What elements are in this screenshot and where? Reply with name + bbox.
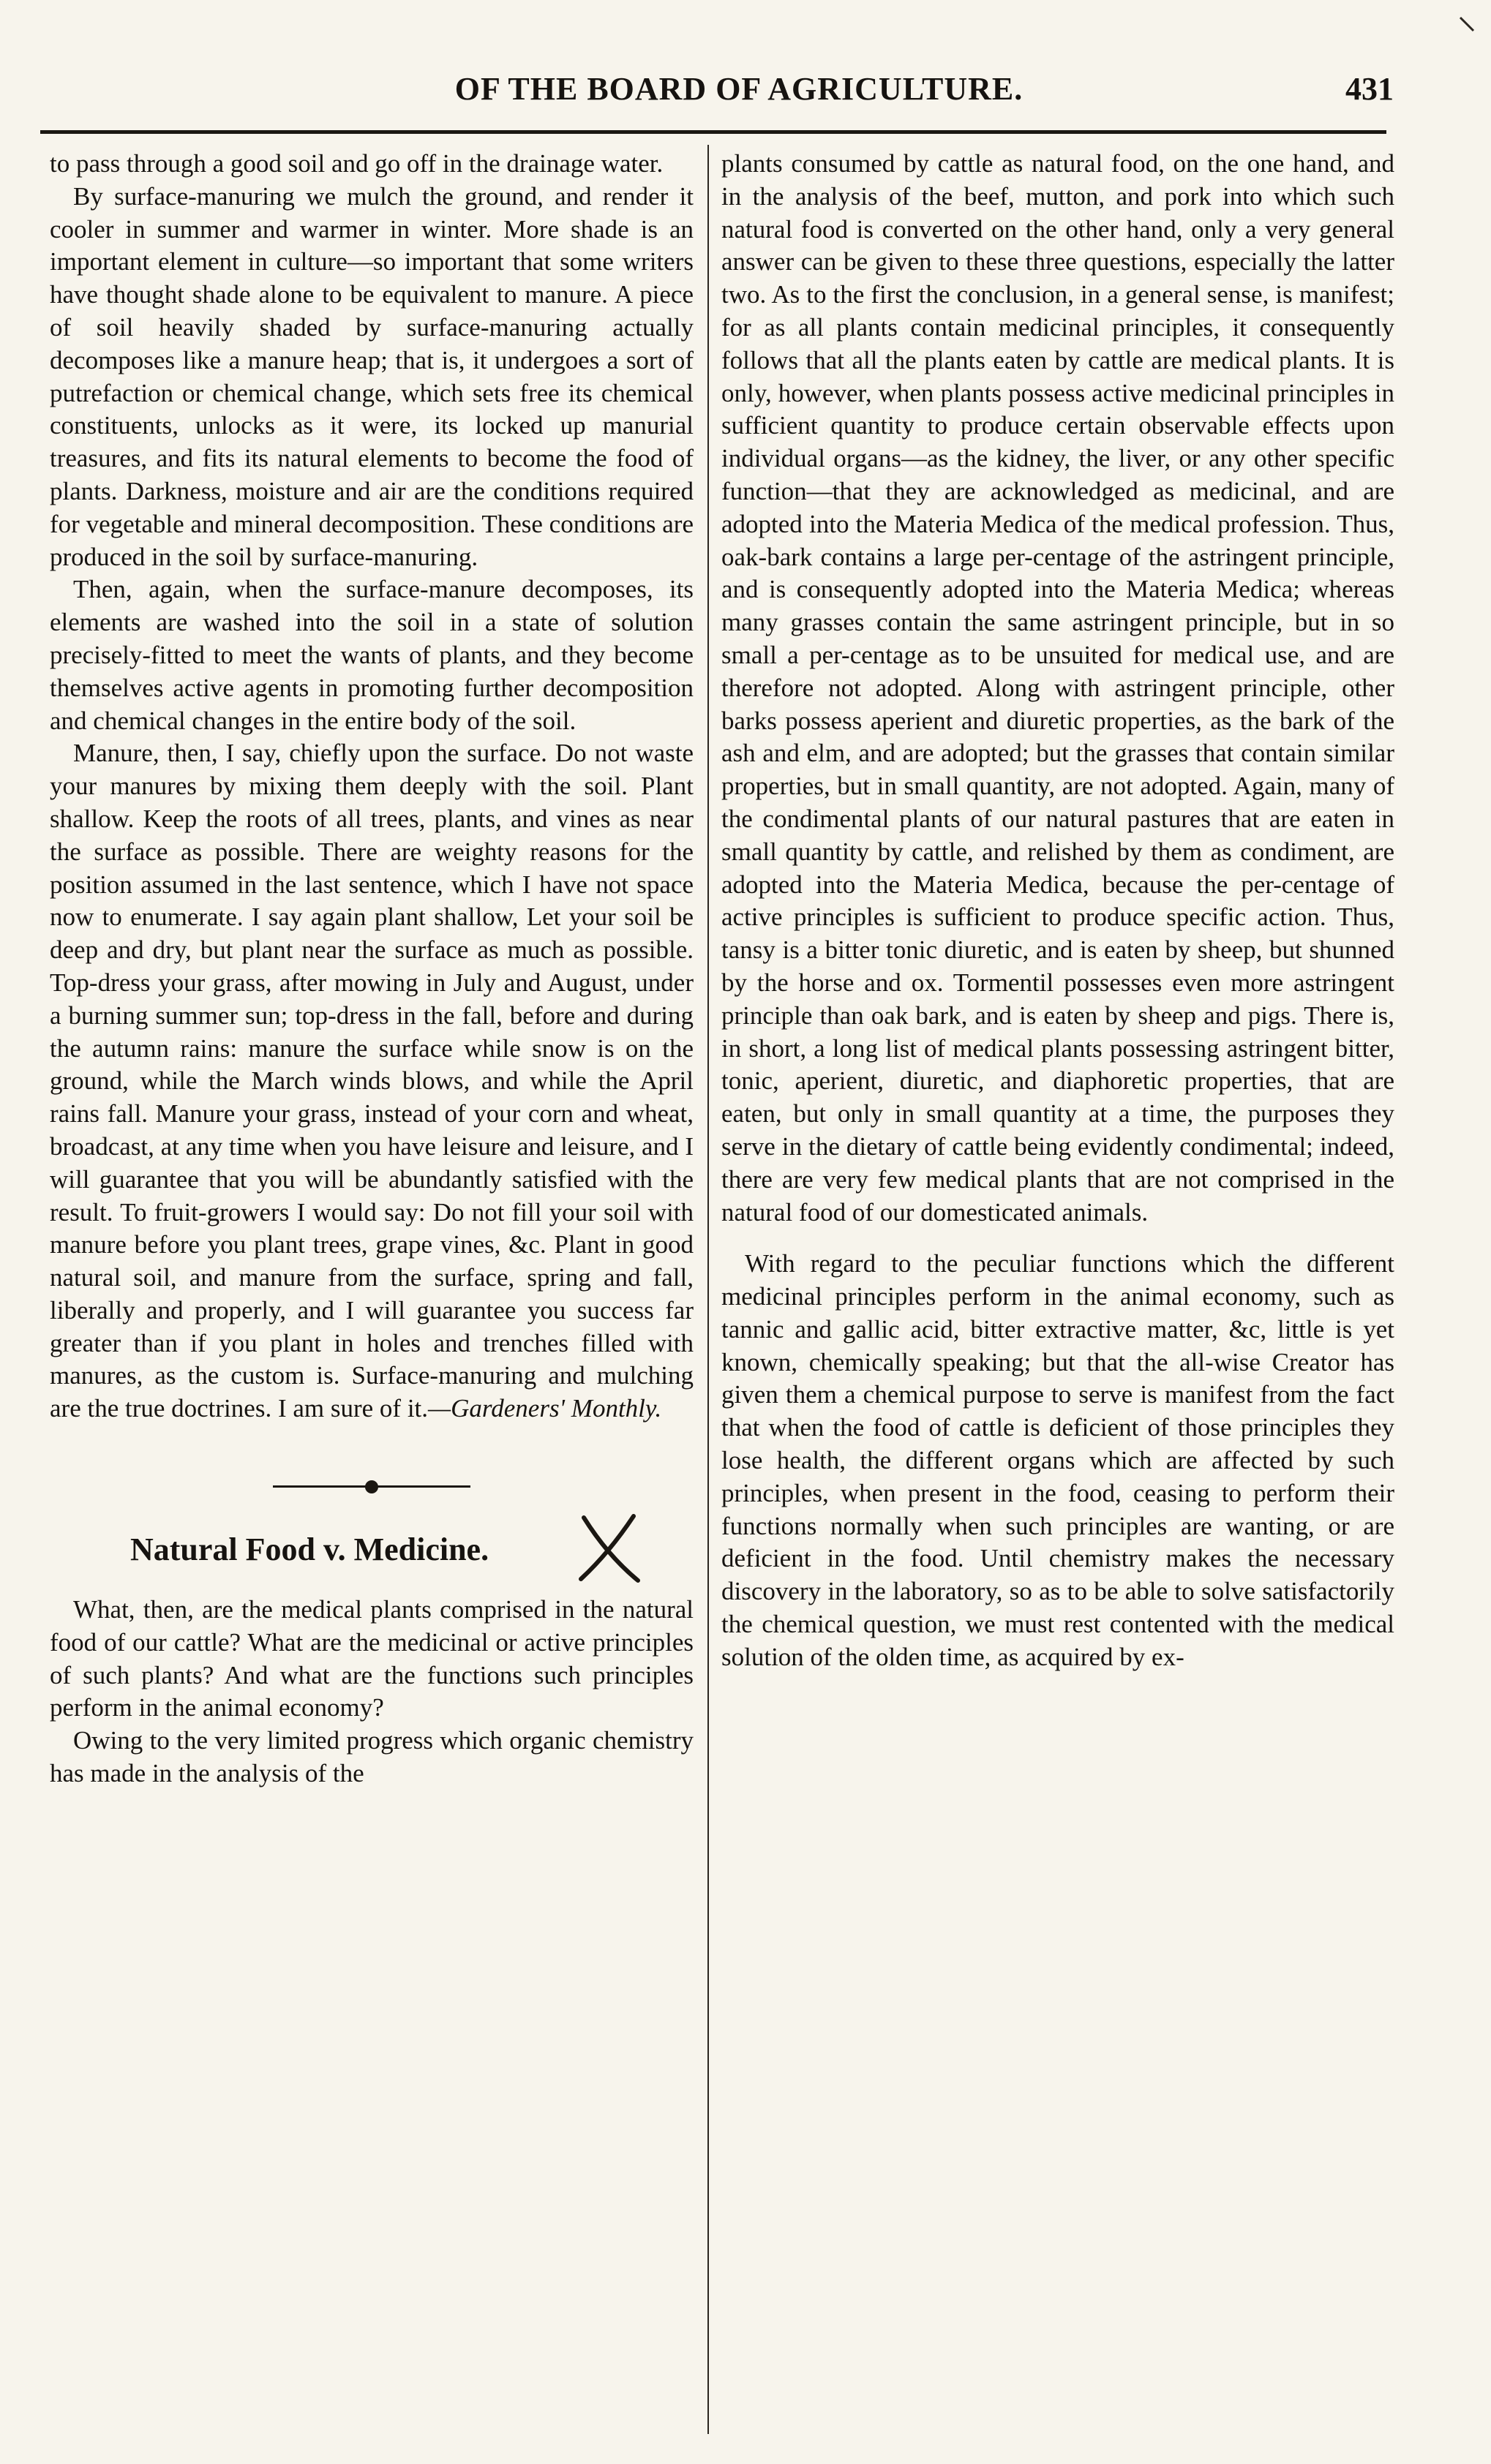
- divider-dot: [365, 1480, 378, 1493]
- column-rule: [707, 145, 709, 2434]
- right-paragraph-2: With regard to the peculiar functions which the different medicinal principles perform in the animal economy, such as tannic and gallic acid, bitter extractive matter, &c, little is yet known, chemically speaking; but that the all-wise Creator has given them a chemical purpose to serve is manifest from the fact that when the food of cattle is deficient of those principles they lose health, the different organs which are affected by such principles, when present in the food, ceasing to perform their functions normally when such principles are wanting, or are deficient in the food. Until chemistry makes the necessary discovery in the laboratory, so as to be able to solve satisfactorily the chemical question, we must rest contented with the medical solution of the olden time, as acquired by ex-: [721, 1249, 1394, 1671]
- section-divider: [273, 1475, 470, 1497]
- page-number: 431: [1345, 71, 1394, 107]
- left-paragraph-2: By surface-manuring we mulch the ground, and render it cooler in summer and warmer in winter. More shade is an important element in culture—so important that some writers have thought shade alone to be equivalent to manure. A piece of soil heavily shaded by surface-manuring actually decomposes like a manure heap; that is, it undergoes a sort of putrefaction or chemical change, which sets free its chemical constituents, unlocks as it were, its locked up manurial treasures, and fits its natural elements to become the food of plants. Darkness, moisture and air are the conditions required for vegetable and mineral decomposition. These conditions are produced in the soil by surface-manuring.: [50, 181, 694, 571]
- left-paragraph-3: Then, again, when the surface-manure decomposes, its elements are washed into the soil in a state of solution precisely-fitted to meet the wants of plants, and they become themselves active agents in promoting further decomposition and chemical changes in the entire body of the soil.: [50, 575, 694, 735]
- left-paragraph-4: [50, 737, 694, 1425]
- running-title: OF THE BOARD OF AGRICULTURE.: [454, 71, 1024, 107]
- handwritten-cross-mark: [577, 1512, 642, 1585]
- left-section-paragraph-1: What, then, are the medical plants comprised in the natural food of our cattle? What are the medicinal or active principles of such plants? And what are the functions such principles perform in the animal economy?: [50, 1595, 694, 1722]
- left-section-paragraph-2: Owing to the very limited progress which organic chemistry has made in the analysis of the: [50, 1726, 694, 1788]
- article-signature: —Gardeners' Monthly.: [428, 1394, 662, 1423]
- left-column: [50, 148, 694, 1790]
- section-heading: [50, 1506, 694, 1594]
- page-header: [0, 60, 1491, 126]
- section-title: Natural Food v. Medicine.: [130, 1531, 489, 1568]
- left-paragraph-1: to pass through a good soil and go off in the drainage water.: [50, 149, 664, 178]
- left-paragraph-4-text: Manure, then, I say, chiefly upon the surface. Do not waste your manures by mixing them deeply with the soil. Plant shallow. Keep the roots of all trees, plants, and vines as near the surface as possible. There are weighty reasons for the position assumed in the last sentence, which I have not space now to enumerate. I say again plant shallow, Let your soil be deep and dry, but plant near the surface as much as possible. Top-dress your grass, after mowing in July and August, under a burning summer sun; top-dress in the fall, before and during the autumn rains: manure the surface while snow is on the ground, while the March winds blows, and while the April rains fall. Manure your grass, instead of your corn and wheat, broadcast, at any time when you have leisure and leisure, and I will guarantee that you will be abundantly satisfied with the result. To fruit-growers I would say: Do not fill your soil with manure before you plant trees, grape vines, &c. Plant in good natural soil, and manure from the surface, spring and fall, liberally and properly, and I will guarantee you success far greater than if you plant in holes and trenches filled with manures, as the custom is. Surface-manuring and mulching are the true doctrines. I am sure of it.: [50, 739, 694, 1423]
- right-paragraph-1: plants consumed by cattle as natural food, on the one hand, and in the analysis of the beef, mutton, and pork into which such natural food is converted on the other hand, only a very general answer can be given to these three questions, especially the latter two. As to the first the conclusion, in a general sense, is manifest; for as all plants contain medicinal principles, it consequently follows that all the plants eaten by cattle are medical plants. It is only, however, when plants possess active medicinal principles in sufficient quantity to produce certain observable effects upon individual organs—as the kidney, the liver, or any other specific function—that they are acknowledged as medicinal, and are adopted into the Materia Medica of the medical profession. Thus, oak-bark contains a large per-centage of the astringent principle, and is consequently adopted into the Materia Medica; whereas many grasses contain the same astringent principle, but in so small a per-centage as to be unsuited for medical use, and are therefore not adopted. Along with astringent principle, other barks possess aperient and diuretic properties, as the bark of the ash and elm, and are adopted; but the grasses that contain similar properties, but in small quantity, are not adopted. Again, many of the condimental plants of our natural pastures that are eaten in small quantity by cattle, and relished by them as condiment, are adopted into the Materia Medica, because the per-centage of active principles is sufficient to produce specific action. Thus, tansy is a bitter tonic diuretic, and is eaten by sheep, but shunned by the horse and ox. Tormentil possesses even more astringent principle than oak bark, and is eaten by sheep and pigs. There is, in short, a long list of medical plants possessing astringent bitter, tonic, aperient, diuretic, and diaphoretic properties, that are eaten, but only in small quantity at a time, the purposes they serve in the dietary of cattle being evidently condimental; indeed, there are very few medical plants that are not comprised in the natural food of our domesticated animals.: [721, 149, 1394, 1227]
- right-column: [721, 148, 1394, 1674]
- corner-tick-mark: [1459, 16, 1475, 32]
- header-rule: [40, 130, 1386, 134]
